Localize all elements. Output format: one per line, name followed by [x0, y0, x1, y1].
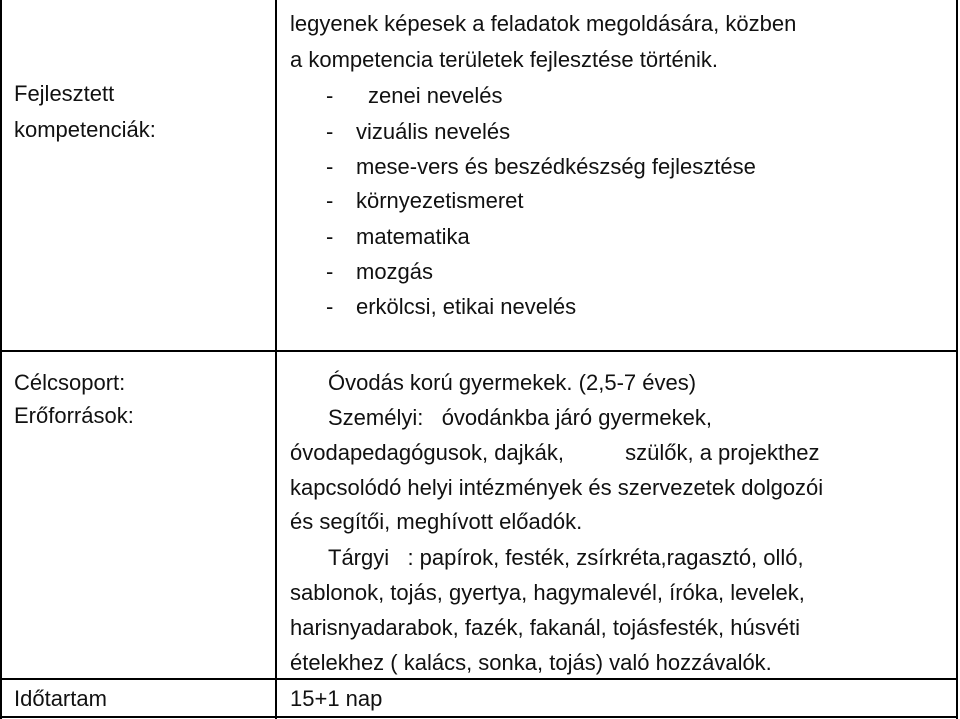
target-group-label: Célcsoport:	[14, 370, 126, 395]
table-border-left	[0, 0, 2, 719]
duration-value: 15+1 nap	[290, 686, 383, 711]
resources-line: Személyi: óvodánkba járó gyermekek,	[328, 405, 712, 430]
competency-item: - mozgás	[326, 259, 434, 284]
resources-line: harisnyadarabok, fazék, fakanál, tojásfesték, húsvéti	[290, 615, 800, 640]
target-group-value: Óvodás korú gyermekek. (2,5-7 éves)	[328, 370, 697, 395]
resources-label: Erőforrások:	[14, 403, 134, 428]
competency-item: - mese-vers és beszédkészség fejlesztése	[326, 154, 756, 179]
resources-line: ételekhez ( kalács, sonka, tojás) való hozzávalók.	[290, 650, 772, 675]
table-border-right	[956, 0, 958, 719]
resources-line: óvodapedagógusok, dajkák, szülők, a projekthez	[290, 440, 820, 465]
competency-item: - vizuális nevelés	[326, 119, 511, 144]
competency-item: - zenei nevelés	[326, 83, 503, 108]
competency-item: - matematika	[326, 224, 470, 249]
resources-line: és segítői, meghívott előadók.	[290, 509, 583, 534]
row-divider-competencies	[0, 350, 958, 352]
competencies-intro-line-1: legyenek képesek a feladatok megoldására, közben	[290, 11, 797, 36]
competency-item: - erkölcsi, etikai nevelés	[326, 294, 577, 319]
resources-line: sablonok, tojás, gyertya, hagymalevél, íróka, levelek,	[290, 580, 805, 605]
table-border-bottom	[0, 716, 958, 718]
table-column-divider	[275, 0, 277, 719]
competencies-label: Fejlesztett kompetenciák:	[14, 81, 156, 142]
competencies-intro-line-2: a kompetencia területek fejlesztése történik.	[290, 47, 719, 72]
duration-label: Időtartam	[14, 686, 107, 711]
competency-item: - környezetismeret	[326, 188, 524, 213]
resources-line: Tárgyi : papírok, festék, zsírkréta,ragasztó, olló,	[328, 545, 804, 570]
resources-line: kapcsolódó helyi intézmények és szervezetek dolgozói	[290, 475, 824, 500]
